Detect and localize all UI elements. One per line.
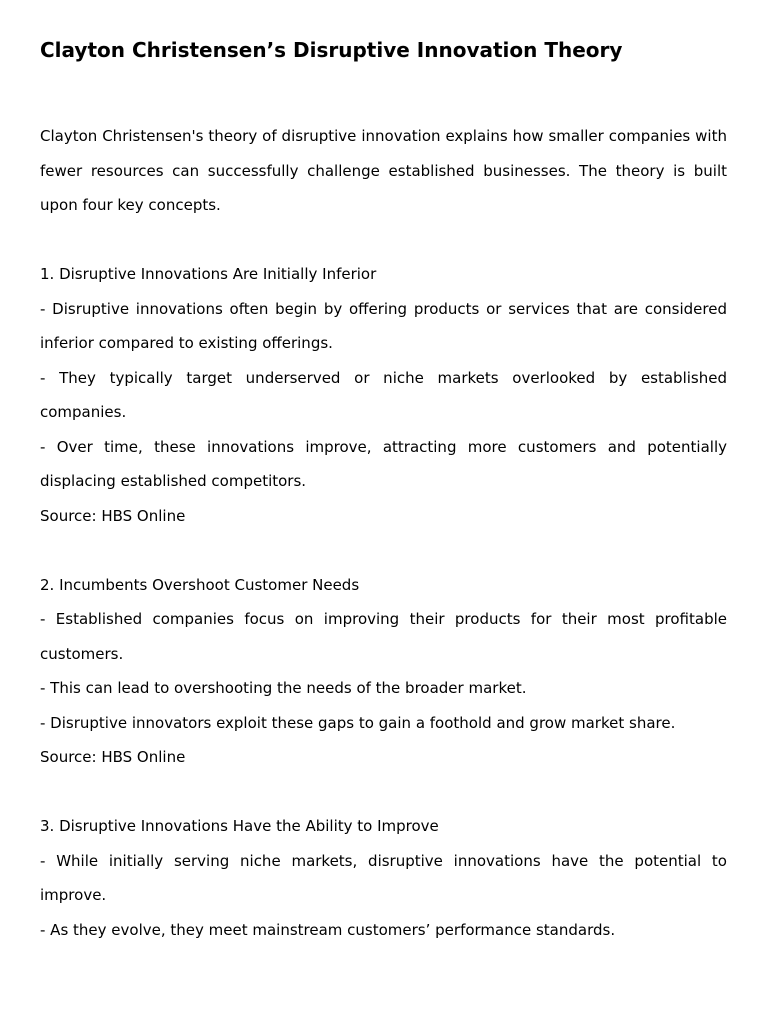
intro-paragraph: Clayton Christensen's theory of disruptive innovation explains how smaller companies with fewer resources can successfully challenge established businesses. The theory is built upon four key concepts. — [40, 127, 727, 214]
document-body — [40, 119, 727, 947]
section-source: Source: HBS Online — [40, 506, 186, 525]
section-bullet: - Disruptive innovators exploit these gaps to gain a foothold and grow market share. — [40, 713, 676, 732]
section-bullet: - Established companies focus on improving their products for their most profitable customers. — [40, 610, 727, 663]
paragraph-gap — [40, 223, 727, 258]
section-source: Source: HBS Online — [40, 748, 186, 766]
paragraph-gap — [40, 533, 727, 568]
document-title: Clayton Christensen’s Disruptive Innovation Theory — [40, 38, 623, 62]
section-bullet: - They typically target underserved or niche markets overlooked by established companies. — [40, 368, 727, 421]
section-2 — [40, 568, 727, 775]
section-bullet: - As they evolve, they meet mainstream customers’ performance standards. — [40, 920, 616, 939]
section-heading: 2. Incumbents Overshoot Customer Needs — [40, 575, 360, 594]
section-bullet: - While initially serving niche markets, disruptive innovations have the potential to improve. — [40, 851, 727, 904]
section-bullet: - This can lead to overshooting the needs of the broader market. — [40, 679, 527, 697]
paragraph-gap — [40, 775, 727, 810]
section-heading: 3. Disruptive Innovations Have the Ability to Improve — [40, 817, 439, 835]
section-1 — [40, 257, 727, 533]
section-3 — [40, 809, 727, 947]
section-bullet: - Over time, these innovations improve, attracting more customers and potentially displacing established competitors. — [40, 437, 727, 490]
section-heading: 1. Disruptive Innovations Are Initially Inferior — [40, 265, 377, 283]
section-bullet: - Disruptive innovations often begin by offering products or services that are considered inferior compared to existing offerings. — [40, 299, 727, 352]
